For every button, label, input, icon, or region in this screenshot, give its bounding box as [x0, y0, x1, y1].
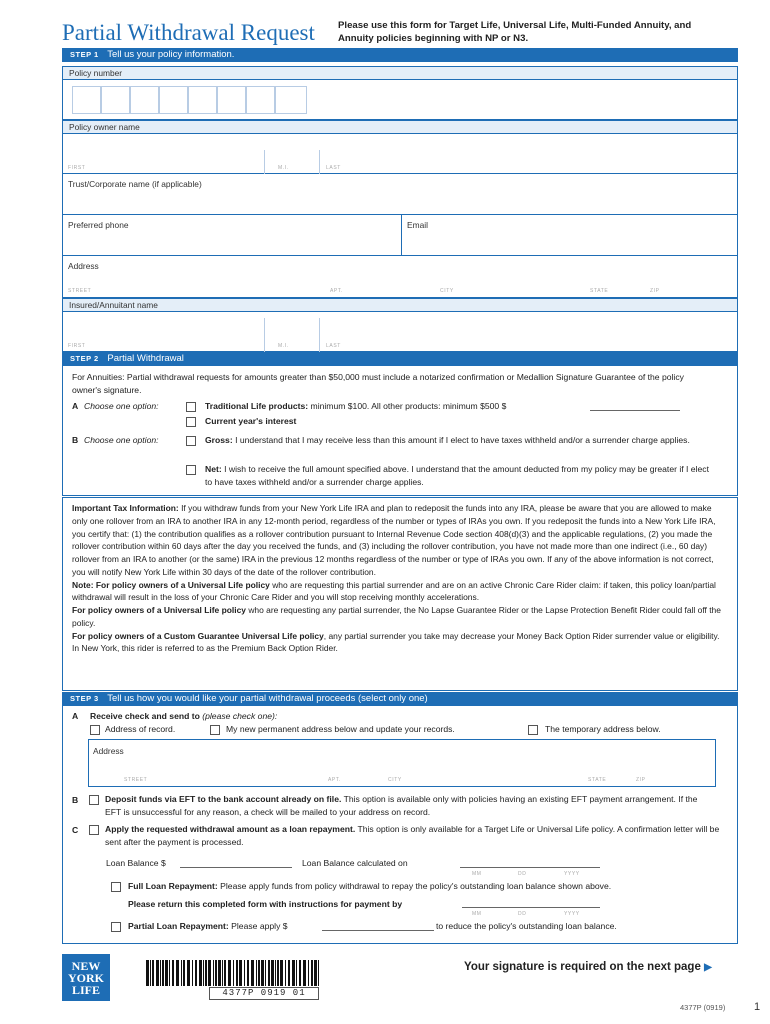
full-loan-repayment-checkbox[interactable] [111, 882, 121, 892]
amount-input[interactable] [590, 410, 680, 411]
owner-name-field[interactable] [62, 134, 738, 174]
phone-label: Preferred phone [68, 220, 129, 230]
email-label: Email [407, 220, 428, 230]
temporary-address-label: The temporary address below. [545, 724, 661, 734]
trust-name-label: Trust/Corporate name (if applicable) [68, 179, 202, 189]
address-of-record-checkbox[interactable] [90, 725, 100, 735]
eft-deposit-checkbox[interactable] [89, 795, 99, 805]
traditional-life-checkbox[interactable] [186, 402, 196, 412]
step3-address-field[interactable] [88, 739, 716, 787]
step3-title: Tell us how you would like your partial withdrawal proceeds (select only one) [107, 693, 428, 704]
step3-apt-sublabel: APT. [328, 777, 341, 783]
owner-last-sublabel: LAST [326, 165, 341, 171]
step3-a-letter: A [72, 711, 79, 721]
email-field[interactable] [401, 215, 738, 256]
policy-digit-box[interactable] [101, 86, 130, 114]
temporary-address-checkbox[interactable] [528, 725, 538, 735]
step3-number: STEP 3 [70, 694, 99, 703]
partial-amount-input[interactable] [322, 930, 434, 931]
loan-repayment-option: Apply the requested withdrawal amount as a loan repayment. This option is only available for a Target Life or Universal Life policy. A confirmation letter will be sent after the payment is processed. [105, 824, 720, 848]
step2-title: Partial Withdrawal [107, 353, 184, 364]
step3-state-sublabel: STATE [588, 777, 607, 783]
loan-repayment-checkbox[interactable] [89, 825, 99, 835]
traditional-life-option: Traditional Life products: minimum $100. All other products: minimum $500 $ [205, 401, 507, 411]
address-street-sublabel: STREET [68, 288, 92, 294]
barcode-icon [146, 960, 322, 986]
full-loan-repayment-option: Full Loan Repayment: Please apply funds from policy withdrawal to repay the policy's outstanding loan balance shown above. [128, 881, 612, 891]
step3-b-letter: B [72, 795, 79, 805]
step1-title: Tell us your policy information. [107, 49, 235, 60]
insured-name-header: Insured/Annuitant name [62, 298, 738, 312]
current-interest-option: Current year's interest [205, 416, 297, 426]
signature-note: Your signature is required on the next page ▶ [464, 961, 712, 973]
step1-number: STEP 1 [70, 50, 99, 59]
policy-digit-box[interactable] [188, 86, 217, 114]
step3-zip-sublabel: ZIP [636, 777, 646, 783]
step3-c-letter: C [72, 825, 79, 835]
step2-b-choose: Choose one option: [84, 435, 159, 445]
barcode-number: 4377P 0919 01 [209, 987, 319, 1000]
step2-bar [62, 352, 738, 366]
insured-name-field[interactable] [62, 312, 738, 352]
page-number: 1 [754, 1001, 761, 1013]
eft-deposit-option: Deposit funds via EFT to the bank account already on file. This option is available only with policies having an existing EFT payment arrangement. If the EFT is unsuccessful for any reason, a check will be mailed to your address on record. [105, 794, 698, 818]
return-date-dd-sublabel: DD [518, 911, 527, 917]
insured-mi-sublabel: M.I. [278, 343, 289, 349]
address-apt-sublabel: APT. [330, 288, 343, 294]
address-field[interactable] [62, 256, 738, 298]
step3-city-sublabel: CITY [388, 777, 402, 783]
address-zip-sublabel: ZIP [650, 288, 660, 294]
loan-balance-label: Loan Balance $ [106, 858, 166, 868]
form-code: 4377P (0919) [680, 1003, 726, 1012]
form-applicability-note: Please use this form for Target Life, Universal Life, Multi-Funded Annuity, and Annuity policies beginning with NP or N3. [338, 20, 692, 44]
policy-digit-box[interactable] [246, 86, 275, 114]
loan-date-mm-sublabel: MM [472, 871, 482, 877]
step3-street-sublabel: STREET [124, 777, 148, 783]
owner-mi-sublabel: M.I. [278, 165, 289, 171]
policy-digit-box[interactable] [159, 86, 188, 114]
owner-name-header: Policy owner name [62, 120, 738, 134]
policy-digit-box[interactable] [275, 86, 307, 114]
gross-checkbox[interactable] [186, 436, 196, 446]
receive-check-heading: Receive check and send to (please check one): [90, 711, 278, 721]
new-address-label: My new permanent address below and update your records. [226, 724, 455, 734]
current-interest-checkbox[interactable] [186, 417, 196, 427]
step1-bar [62, 48, 738, 62]
return-form-text: Please return this completed form with instructions for payment by [128, 899, 403, 909]
step2-a-choose: Choose one option: [84, 401, 159, 411]
return-date-yyyy-sublabel: YYYY [564, 911, 580, 917]
owner-first-sublabel: FIRST [68, 165, 86, 171]
address-of-record-label: Address of record. [105, 724, 176, 734]
policy-digit-box[interactable] [217, 86, 246, 114]
partial-loan-tail: to reduce the policy's outstanding loan balance. [436, 921, 617, 931]
loan-calc-label: Loan Balance calculated on [302, 858, 408, 868]
partial-loan-repayment-option: Partial Loan Repayment: Please apply $ [128, 921, 288, 931]
new-york-life-logo: NEW YORK LIFE [62, 954, 110, 1001]
partial-loan-repayment-checkbox[interactable] [111, 922, 121, 932]
net-option: Net: I wish to receive the full amount specified above. I understand that the amount deducted from my policy may be greater if I elect to have taxes withheld and/or a surrender charge applies. [205, 464, 709, 488]
address-city-sublabel: CITY [440, 288, 454, 294]
net-checkbox[interactable] [186, 465, 196, 475]
insured-last-sublabel: LAST [326, 343, 341, 349]
policy-digit-box[interactable] [130, 86, 159, 114]
loan-date-dd-sublabel: DD [518, 871, 527, 877]
form-title: Partial Withdrawal Request [62, 20, 315, 45]
address-label: Address [68, 261, 99, 271]
new-address-checkbox[interactable] [210, 725, 220, 735]
arrow-right-icon: ▶ [704, 962, 712, 973]
step2-b-letter: B [72, 435, 79, 445]
gross-option: Gross: I understand that I may receive less than this amount if I elect to have taxes withheld and/or a surrender charge applies. [205, 435, 690, 445]
address-state-sublabel: STATE [590, 288, 609, 294]
return-date-mm-sublabel: MM [472, 911, 482, 917]
tax-info-text: Important Tax Information: If you withdraw funds from your New York Life IRA and plan to redeposit the funds into any IRA, please be aware that you are allowed to make only one rollover from an IRA to another IRA in any 12-month period, regardless of the number or types of IRAs you own. If you redeposit the funds into a New York Life IRA, you certify that: (1) the contribution qualifies as a rollover contribution pursuant to Internal Revenue Code section 408(d)(3) and the applicable regulations, (2) you made the rollover contribution within 60 days after the day you received the funds, and (3) including the rollover contribution, you have not made more than one indirect (i.e., 60 day) rollover from an IRA to another (or the same) IRA in the previous 12 months regardless of the number or type of IRAs you own. If any of the above information is not correct, you will notify New York Life within 30 days of the date of the rollover contribution. Note: For policy owners of a Universal Life policy who are requesting this partial surrender and are on an active Chronic Care Rider claim: if taken, this policy loan/partial withdrawal will result in the loss of your Chronic Care Rider and you will stop receiving monthly accelerations. For policy owners of a Universal Life policy who are requesting any partial surrender, the No Lapse Guarantee Rider or the Lapse Protection Benefit Rider could fall off the policy. For policy owners of a Custom Guarantee Universal Life policy, any partial surrender you take may decrease your Money Back Option Rider surrender value or eligibility. In New York, this rider is referred to as the Premium Back Option Rider. [72, 503, 721, 654]
step3-bar [62, 692, 738, 706]
insured-first-sublabel: FIRST [68, 343, 86, 349]
loan-balance-input[interactable] [180, 867, 292, 868]
step2-number: STEP 2 [70, 354, 99, 363]
return-date-input[interactable] [462, 907, 600, 908]
step2-a-letter: A [72, 401, 79, 411]
policy-number-header: Policy number [62, 66, 738, 80]
step3-address-label: Address [93, 746, 124, 756]
policy-digit-box[interactable] [72, 86, 101, 114]
annuities-note: For Annuities: Partial withdrawal requests for amounts greater than $50,000 must include a notarized confirmation or Medallion Signature Guarantee of the policy owner's signature. [72, 372, 684, 396]
loan-date-yyyy-sublabel: YYYY [564, 871, 580, 877]
loan-calc-date-input[interactable] [460, 867, 600, 868]
